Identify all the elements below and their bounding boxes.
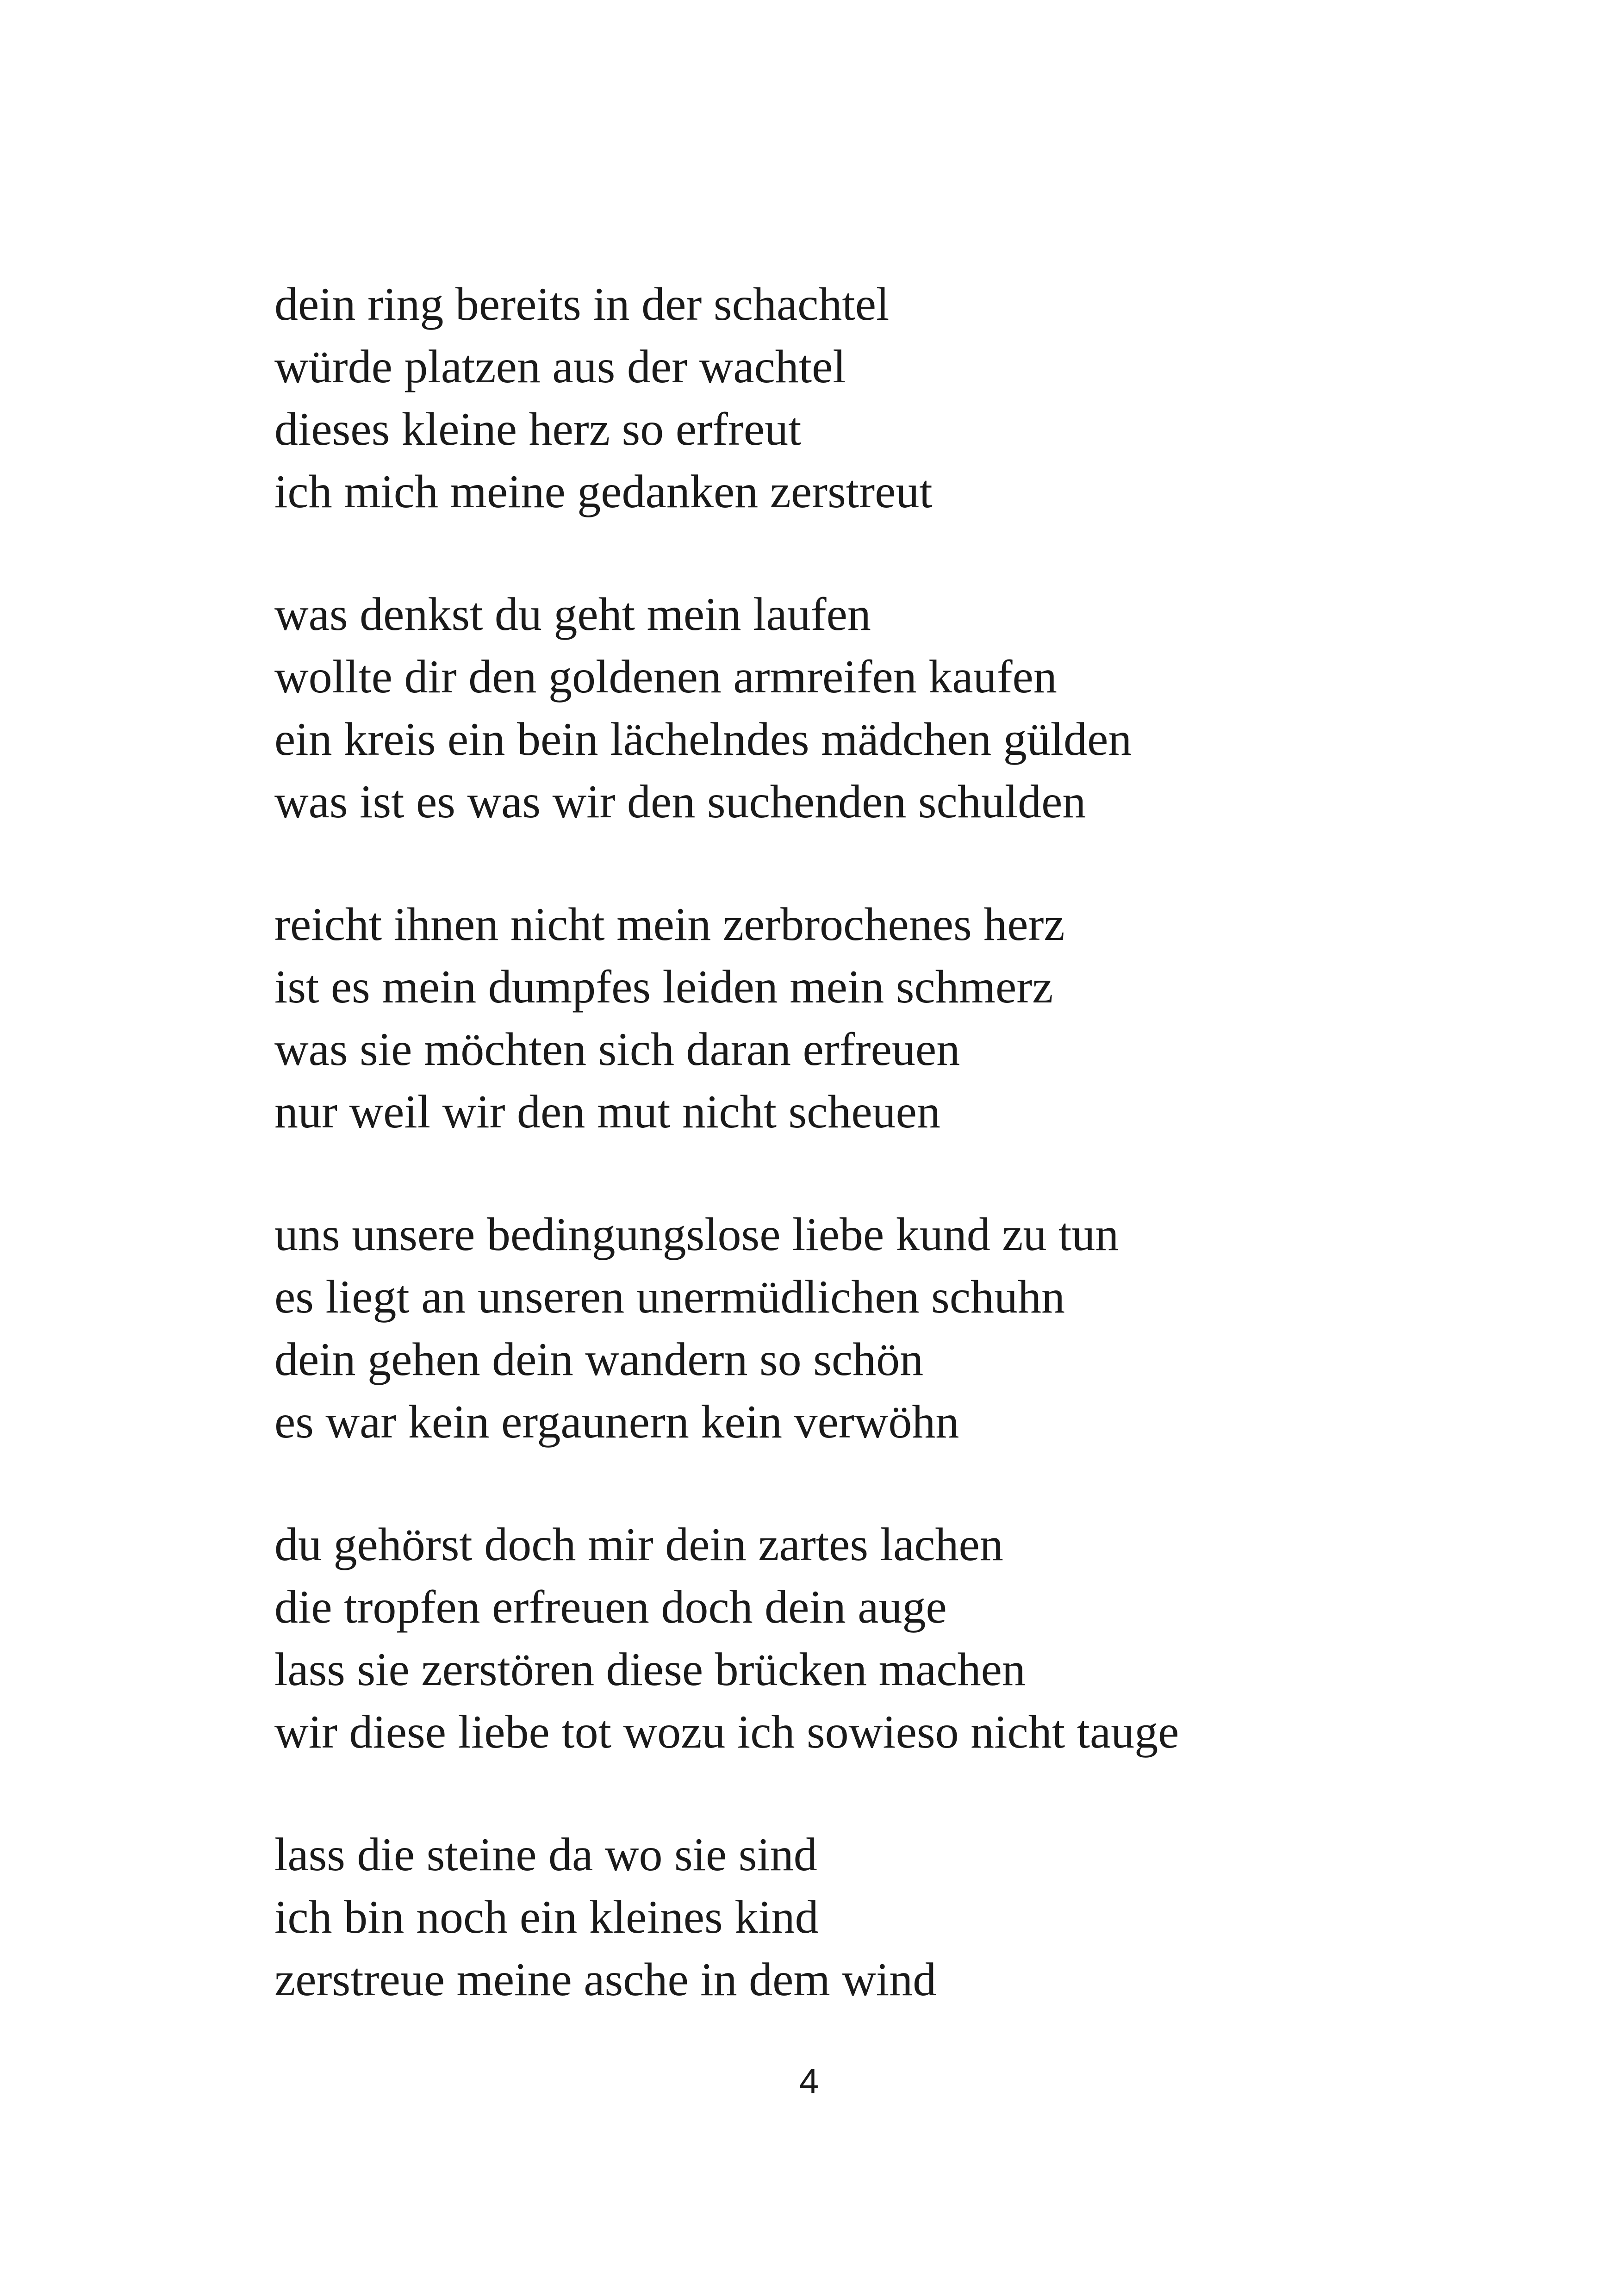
- poem-line: nur weil wir den mut nicht scheuen: [274, 1086, 940, 1138]
- poem-line: ich mich meine gedanken zerstreut: [274, 466, 933, 518]
- poem-line: zerstreue meine asche in dem wind: [274, 1954, 937, 2006]
- stanza-1: [274, 273, 1478, 523]
- poem-line: ich bin noch ein kleines kind: [274, 1891, 819, 1943]
- poem-line: lass sie zerstören diese brücken machen: [274, 1643, 1026, 1696]
- stanza-6: [274, 1823, 1478, 2011]
- poem-line: ist es mein dumpfes leiden mein schmerz: [274, 961, 1053, 1013]
- poem-line: dein gehen dein wandern so schön: [274, 1333, 924, 1386]
- poem-line: wir diese liebe tot wozu ich sowieso nicht tauge: [274, 1706, 1179, 1758]
- poem-line: was ist es was wir den suchenden schulden: [274, 776, 1086, 828]
- poem-line: lass die steine da wo sie sind: [274, 1829, 817, 1881]
- stanza-3: [274, 893, 1478, 1143]
- poem-line: uns unsere bedingungslose liebe kund zu tun: [274, 1208, 1119, 1261]
- poem-line: ein kreis ein bein lächelndes mädchen gülden: [274, 713, 1132, 765]
- poem-line: die tropfen erfreuen doch dein auge: [274, 1581, 947, 1633]
- stanza-5: [274, 1513, 1478, 1763]
- stanza-4: [274, 1203, 1478, 1453]
- poem-line: was sie möchten sich daran erfreuen: [274, 1023, 960, 1076]
- poem-line: es liegt an unseren unermüdlichen schuhn: [274, 1271, 1065, 1323]
- poem-line: dieses kleine herz so erfreut: [274, 403, 802, 455]
- poem-body: [274, 273, 1478, 2071]
- poem-line: würde platzen aus der wachtel: [274, 341, 846, 393]
- stanza-2: [274, 583, 1478, 833]
- poem-line: du gehörst doch mir dein zartes lachen: [274, 1518, 1003, 1571]
- poem-line: es war kein ergaunern kein verwöhn: [274, 1396, 959, 1448]
- page-number: 4: [799, 2062, 819, 2101]
- poem-line: was denkst du geht mein laufen: [274, 588, 871, 641]
- poem-line: reicht ihnen nicht mein zerbrochenes herz: [274, 898, 1065, 951]
- poem-line: wollte dir den goldenen armreifen kaufen: [274, 651, 1057, 703]
- poem-line: dein ring bereits in der schachtel: [274, 278, 890, 330]
